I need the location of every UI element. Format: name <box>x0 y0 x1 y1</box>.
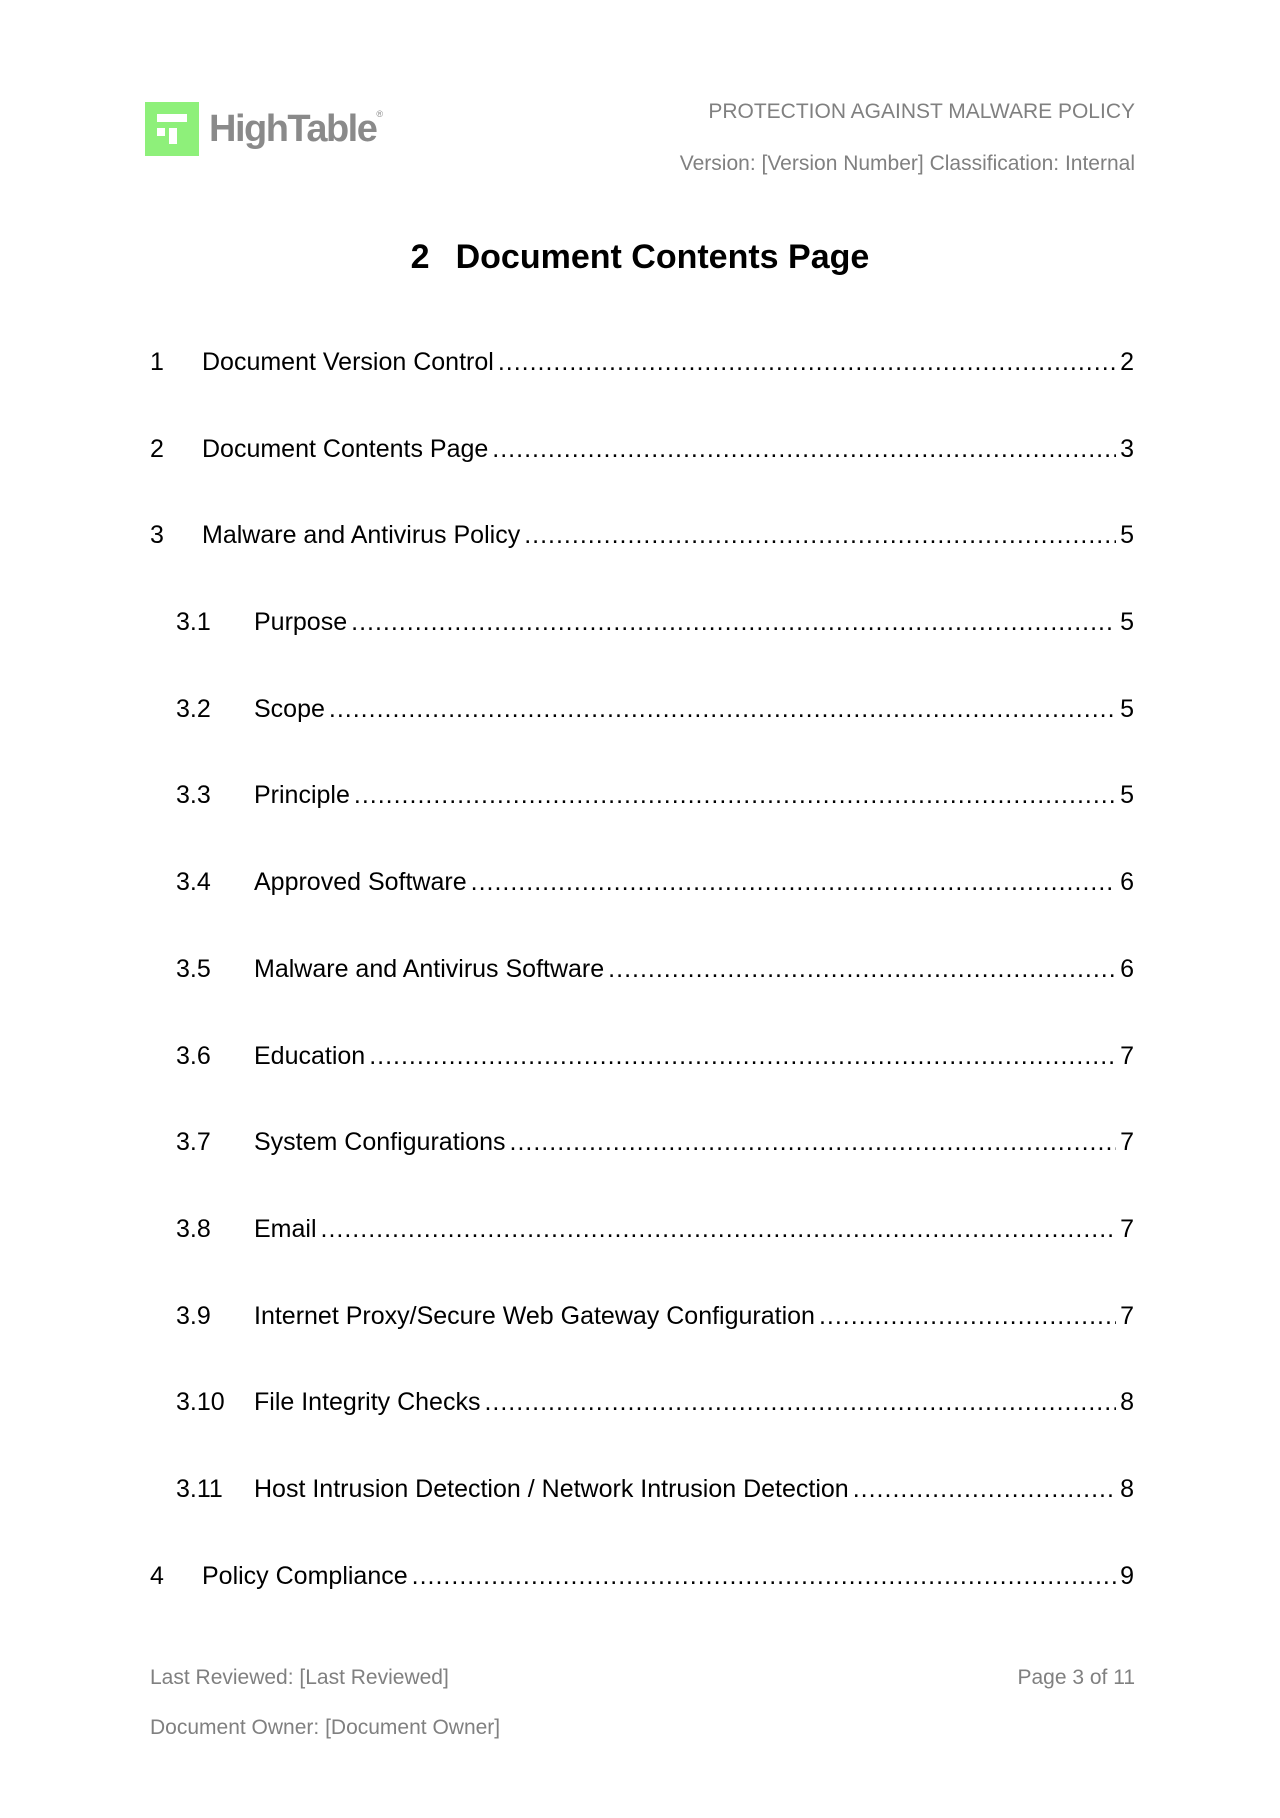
toc-page: 5 <box>1120 608 1134 637</box>
toc-leader <box>524 518 1116 552</box>
toc-label: Host Intrusion Detection / Network Intrusion Detection <box>254 1474 849 1503</box>
toc-number: 3.2 <box>176 694 211 723</box>
toc-number: 3.8 <box>176 1214 211 1243</box>
toc-leader <box>354 778 1116 812</box>
toc-label: Internet Proxy/Secure Web Gateway Configuration <box>254 1301 815 1330</box>
toc-leader <box>819 1299 1116 1333</box>
toc-number: 4 <box>150 1561 164 1590</box>
toc-entry[interactable] <box>150 692 1134 779</box>
logo-wordmark <box>209 110 383 148</box>
toc-leader <box>329 692 1116 726</box>
table-of-contents <box>150 345 1134 1645</box>
toc-entry[interactable] <box>150 778 1134 865</box>
logo-t-icon <box>145 102 199 156</box>
toc-leader <box>498 345 1116 379</box>
toc-entry[interactable] <box>150 432 1134 519</box>
toc-label: Document Version Control <box>202 348 494 376</box>
document-footer <box>150 1666 500 1740</box>
toc-leader <box>484 1385 1116 1419</box>
last-reviewed: Last Reviewed: [Last Reviewed] <box>150 1666 449 1689</box>
toc-page: 5 <box>1120 781 1134 810</box>
toc-page: 7 <box>1120 1214 1134 1243</box>
toc-leader <box>510 1125 1117 1159</box>
toc-page: 5 <box>1120 521 1134 550</box>
toc-number: 3.1 <box>176 608 211 637</box>
title-text: Document Contents Page <box>455 238 870 276</box>
toc-number: 1 <box>150 348 164 376</box>
toc-number: 3.5 <box>176 954 211 983</box>
toc-label: Scope <box>254 694 325 723</box>
toc-number: 2 <box>150 434 164 463</box>
toc-label: Document Contents Page <box>202 434 489 463</box>
toc-leader <box>471 865 1116 899</box>
toc-label: Purpose <box>254 608 348 637</box>
toc-entry[interactable] <box>150 1559 1134 1646</box>
toc-number: 3 <box>150 521 164 550</box>
toc-label: Approved Software <box>254 868 467 897</box>
registered-mark: ® <box>376 109 383 119</box>
toc-entry[interactable] <box>150 1299 1134 1386</box>
hightable-logo <box>145 102 383 156</box>
toc-number: 3.10 <box>176 1388 225 1417</box>
toc-number: 3.3 <box>176 781 211 810</box>
toc-label: File Integrity Checks <box>254 1388 481 1417</box>
toc-entry[interactable] <box>150 1212 1134 1299</box>
toc-entry[interactable] <box>150 1039 1134 1126</box>
toc-number: 3.11 <box>176 1474 223 1503</box>
toc-page: 8 <box>1120 1474 1134 1503</box>
document-owner: Document Owner: [Document Owner] <box>150 1716 501 1739</box>
toc-page: 7 <box>1120 1301 1134 1330</box>
toc-entry[interactable] <box>150 952 1134 1039</box>
toc-page: 9 <box>1120 1561 1134 1590</box>
toc-entry[interactable] <box>150 345 1134 432</box>
page-title <box>0 238 1280 277</box>
toc-leader <box>853 1472 1116 1506</box>
logo-text: HighTable <box>209 108 377 150</box>
toc-entry[interactable] <box>150 1385 1134 1472</box>
toc-number: 3.7 <box>176 1128 211 1157</box>
toc-label: Principle <box>254 781 350 810</box>
toc-page: 2 <box>1120 348 1134 376</box>
toc-entry[interactable] <box>150 1125 1134 1212</box>
toc-page: 7 <box>1120 1128 1134 1157</box>
page-number: Page 3 of 11 <box>1017 1666 1135 1689</box>
toc-leader <box>412 1559 1116 1593</box>
toc-leader <box>321 1212 1117 1246</box>
toc-label: Email <box>254 1214 317 1243</box>
toc-label: System Configurations <box>254 1128 506 1157</box>
toc-page: 6 <box>1120 954 1134 983</box>
toc-page: 5 <box>1120 694 1134 723</box>
title-number: 2 <box>410 238 430 276</box>
toc-page: 7 <box>1120 1041 1134 1070</box>
toc-page: 3 <box>1120 434 1134 463</box>
toc-leader <box>351 605 1116 639</box>
toc-page: 6 <box>1120 868 1134 897</box>
toc-number: 3.4 <box>176 868 211 897</box>
policy-name: PROTECTION AGAINST MALWARE POLICY <box>708 100 1135 123</box>
toc-leader <box>608 952 1116 986</box>
toc-number: 3.9 <box>176 1301 211 1330</box>
toc-label: Malware and Antivirus Policy <box>202 521 521 550</box>
toc-entry[interactable] <box>150 1472 1134 1559</box>
toc-label: Education <box>254 1041 366 1070</box>
toc-label: Malware and Antivirus Software <box>254 954 605 983</box>
version-classification: Version: [Version Number] Classification: Internal <box>679 152 1135 175</box>
toc-label: Policy Compliance <box>202 1561 408 1590</box>
toc-entry[interactable] <box>150 518 1134 605</box>
document-header <box>680 100 1135 176</box>
toc-leader <box>369 1039 1116 1073</box>
toc-leader <box>492 432 1116 466</box>
toc-entry[interactable] <box>150 865 1134 952</box>
toc-number: 3.6 <box>176 1041 211 1070</box>
toc-page: 8 <box>1120 1388 1134 1417</box>
toc-entry[interactable] <box>150 605 1134 692</box>
